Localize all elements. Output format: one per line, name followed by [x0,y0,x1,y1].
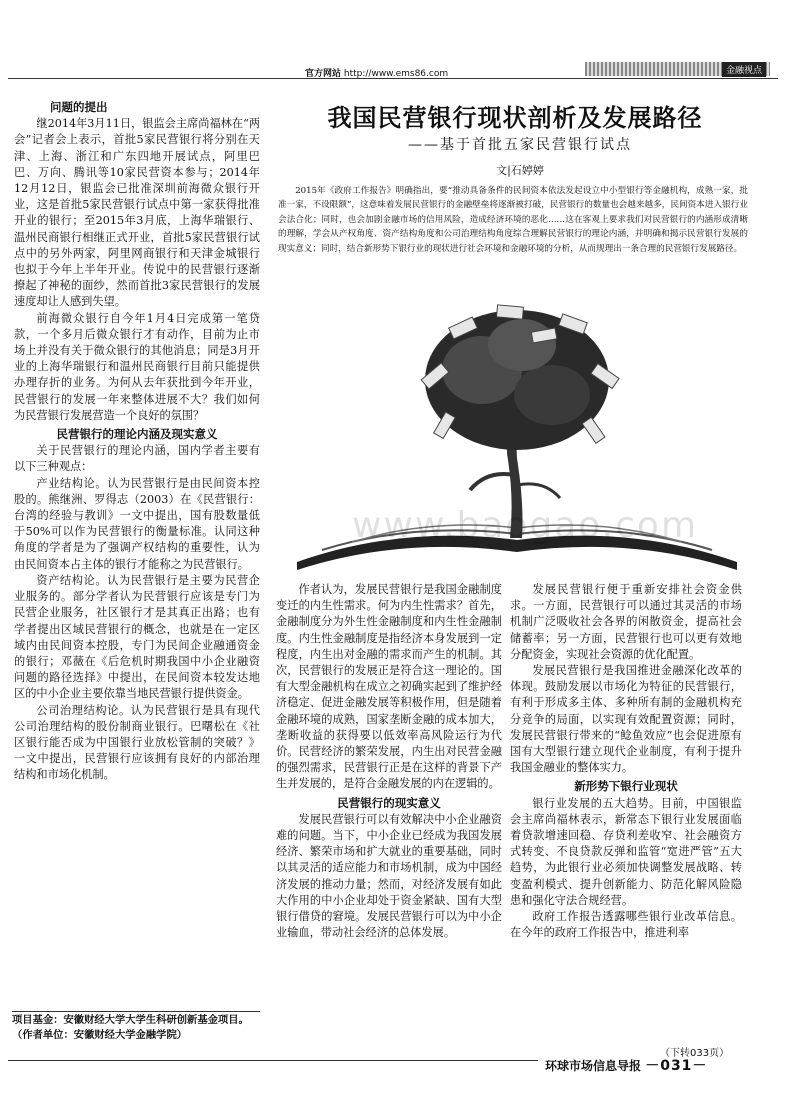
column-3 [510,582,742,941]
section-badge-label: 金融视点 [722,62,766,77]
fund-divider [12,1011,260,1012]
footer-divider [8,1060,538,1061]
paragraph: 前海微众银行自今年1月4日完成第一笔贷款，一个多月后微众银行才有动作，目前为止市场上并没有关于微众银行的其他消息；同是3月开业的上海华瑞银行和温州民商银行目前只能提供办理存折的业务。为何从去年获批到今年开业，民营银行的发展一年来整体进展不大？我们如何为民营银行发展营造一个良好的氛围？ [14,311,260,422]
article-subtitle: ——基于首批五家民营银行试点 [408,137,632,153]
article-abstract: 2015年《政府工作报告》明确指出，要“推动具备条件的民间资本依法发起设立中小型银行等金融机构，成熟一家，批准一家，不设限额”，这意味着发展民营银行的金融壁垒将逐渐被打破，民营银行的数量也会越来越多，民间资本进入银行业会法合化；同时，也会加剧金融市场的信用风险，造成经济环境的恶化……这在客观上要求我们对民营银行的内涵形成清晰的理解，学会从产权角度、资产结构角度和公司治理结构角度综合理解民营银行的理论内涵，并明确和揭示民营银行发展的现实意义；同时，结合新形势下银行业的现状进行社会环境和金融环境的分析，从而规理出一条合理的民营银行发展路径。 [278,186,748,254]
continued-note: （下转033页） [660,1048,730,1059]
site-url: http://www.ems86.com [343,69,449,79]
footer [545,1055,707,1075]
paragraph: 政府工作报告透露哪些银行业改革信息。在今年的政府工作报告中，推进利率 [510,910,742,940]
heading-significance: 民营银行的现实意义 [337,795,441,810]
paragraph: 继2014年3月11日，银监会主席尚福林在“两会”记者会上表示，首批5家民营银行将分别在天津、上海、浙江和广东四地开展试点，阿里巴巴、万向、腾讯等10家民营资本参与；2014年12月12日，银监会已批准深圳前海微众银行开业，这是首批5家民营银行试点中第一家获得批准开业的银行；至2015年3月底，上海华瑞银行、温州民商银行相继正式开业，首批5家民营银行试点中的另外两家，阿里网商银行和天津金城银行也拟于今年上半年开业。传说中的民营银行逐渐撩起了神秘的面纱，然而首批3家民营银行的发展速度却让人感到失望。 [14,117,260,309]
column-2 [276,582,502,941]
heading-status: 新形势下银行业现状 [574,779,678,794]
fund-note [12,1013,260,1043]
fund-text: 项目基金：安徽财经大学大学生科研创新基金项目。 [12,1014,249,1026]
article-title: 我国民营银行现状剖析及发展路径 [327,104,703,132]
paragraph: 公司治理结构论。认为民营银行是具有现代公司治理结构的股份制商业银行。巴曙松在《社区银行能否成为中国银行业放松管制的突破？》一文中提出，民营银行应该拥有良好的内部治理结构和市场化机制。 [14,703,260,782]
paragraph: 关于民营银行的理论内涵，国内学者主要有以下三种观点： [14,444,260,474]
paragraph: 发展民营银行便于重新安排社会资金供求。一方面，民营银行可以通过其灵活的市场机制广泛吸收社会各界的闲散资金，提高社会储蓄率；另一方面，民营银行也可以更有效地分配资金，实现社会资源的优化配置。 [510,583,742,661]
publication-name: 环球市场信息导报 [545,1059,642,1073]
author-unit: （作者单位：安徽财经大学金融学院） [12,1029,188,1041]
heading-theory: 民营银行的理论内涵及现实意义 [56,427,218,442]
paragraph: 产业结构论。认为民营银行是由民间资本控股的。熊继洲、罗得志（2003）在《民营银行：台湾的经验与教训》一文中提出，国有股数量低于50%可以作为民营银行的衡量标准。认同这种角度的学者是为了强调产权结构的重要性，认为由民间资本占主体的银行才能称之为民营银行。 [14,476,260,571]
column-1 [14,97,260,784]
heading-problem: 问题的提出 [50,100,108,114]
watermark: www.baogao.com [351,505,699,546]
paragraph: 资产结构论。认为民营银行是主要为民营企业服务的。部分学者认为民营银行应该是专门为民营企业服务，社区银行才是其真正出路；也有学者提出区域民营银行的概念，也就是在一定区域内由民间资本控股，专门为民间企业融通资金的银行；邓薇在《后危机时期我国中小企业融资问题的路径选择》中提出，在民间资本较发达地区的中小企业主要依靠当地民营银行提供资金。 [14,573,260,701]
paragraph: 银行业发展的五大趋势。目前，中国银监会主席尚福林表示，新常态下银行业发展面临着贷款增速回稳、存贷利差收窄、社会融资方式转变、不良贷款反弹和监管“宽进严管”五大趋势，为此银行业必须加快调整发展战略、转变盈利模式、提升创新能力、防范化解风险隐患和强化守法合规经营。 [510,796,742,907]
paragraph: 作者认为，发展民营银行是我国金融制度变迁的内生性需求。何为内生性需求？首先，金融制度分为外生性金融制度和内生性金融制度。内生性金融制度是指经济本身发展到一定程度，内生出对金融的需求而产生的机制。其次，民营银行的发展正是符合这一理论的。国有大型金融机构在成立之初确实起到了维护经济稳定、促进金融发展等积极作用，但是随着金融环境的成熟，国家垄断金融的成本加大，垄断收益的获得要以低效率高风险运行为代价。民营经济的繁荣发展，内生出对民营金融的强烈需求，民营银行正是在这样的背景下产生并发展的，是符合金融发展的内在逻辑的。 [276,583,502,791]
section-badge [585,62,770,76]
site-label: 官方网站 [305,69,342,79]
paragraph: 发展民营银行可以有效解决中小企业融资难的问题。当下，中小企业已经成为我国发展经济、繁荣市场和扩大就业的重要基础，同时以其灵活的适应能力和市场机制，成为中国经济发展的推动力量；然而，对经济发展有如此大作用的中小企业却处于资金紧缺、国有大型银行借贷的窘境。发展民营银行可以为中小企业输血，带动社会经济的总体发展。 [276,812,502,940]
paragraph: 发展民营银行是我国推进金融深化改革的体现。鼓励发展以市场化为特征的民营银行，有利于形成多主体、多种所有制的金融机构充分竞争的局面，以实现有效配置资源；同时，发展民营银行带来的“鲶鱼效应”也会促进原有国有大型银行建立现代企业制度，有利于提升我国金融业的整体实力。 [510,664,742,775]
page-number: －031－ [645,1058,708,1074]
article-author: 文|石婷婷 [496,164,544,177]
header-divider [8,78,778,79]
